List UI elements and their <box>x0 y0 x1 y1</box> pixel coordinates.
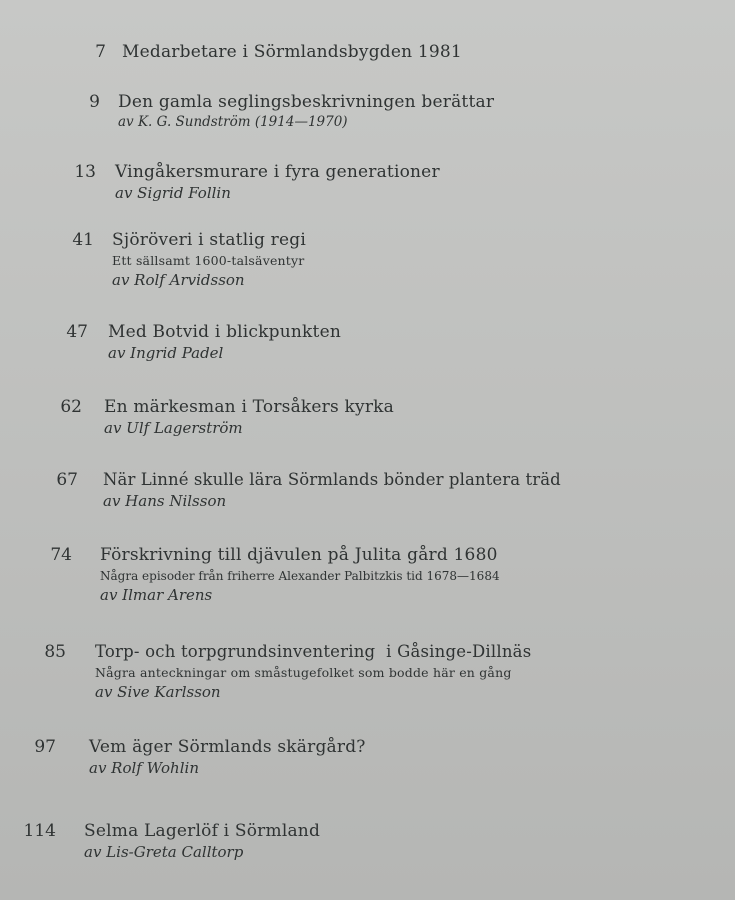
page-number: 7 <box>95 42 106 62</box>
article-title: Den gamla seglingsbeskrivningen berättar <box>118 92 495 112</box>
page-number: 114 <box>23 821 56 841</box>
article-author: av Ulf Lagerström <box>104 419 243 437</box>
page-number: 41 <box>72 230 94 250</box>
article-author: av K. G. Sundström (1914—1970) <box>118 114 348 130</box>
page-number: 85 <box>44 642 66 662</box>
page-number: 9 <box>89 92 100 112</box>
page-number: 97 <box>34 737 56 757</box>
article-title: Torp- och torpgrundsinventering i Gåsinge-Dillnäs <box>95 642 532 661</box>
article-subtitle: Några anteckningar om småstugefolket som bodde här en gång <box>95 665 512 680</box>
article-author: av Sive Karlsson <box>95 683 221 701</box>
article-author: av Lis-Greta Calltorp <box>84 843 244 861</box>
article-subtitle: Några episoder från friherre Alexander Palbitzkis tid 1678—1684 <box>100 569 500 583</box>
article-title: Förskrivning till djävulen på Julita gård 1680 <box>100 545 498 565</box>
article-subtitle: Ett sällsamt 1600-talsäventyr <box>112 253 305 268</box>
page-number: 13 <box>74 162 96 182</box>
article-author: av Hans Nilsson <box>103 492 227 510</box>
article-title: När Linné skulle lära Sörmlands bönder plantera träd <box>103 470 561 489</box>
article-title: Vem äger Sörmlands skärgård? <box>89 737 366 757</box>
page-number: 74 <box>50 545 72 565</box>
article-author: av Rolf Wohlin <box>89 759 199 777</box>
article-author: av Ingrid Padel <box>108 344 224 362</box>
article-title: Med Botvid i blickpunkten <box>108 322 341 342</box>
article-title: Vingåkersmurare i fyra generationer <box>115 162 440 182</box>
article-title: En märkesman i Torsåkers kyrka <box>104 397 395 417</box>
page-number: 62 <box>60 397 82 417</box>
page-number: 67 <box>56 470 78 490</box>
article-author: av Ilmar Arens <box>100 586 213 604</box>
article-author: av Sigrid Follin <box>115 184 231 202</box>
article-title: Selma Lagerlöf i Sörmland <box>84 821 321 841</box>
article-title: Medarbetare i Sörmlandsbygden 1981 <box>122 42 462 62</box>
page-number: 47 <box>66 322 88 342</box>
article-author: av Rolf Arvidsson <box>112 271 245 289</box>
article-title: Sjöröveri i statlig regi <box>112 230 306 250</box>
